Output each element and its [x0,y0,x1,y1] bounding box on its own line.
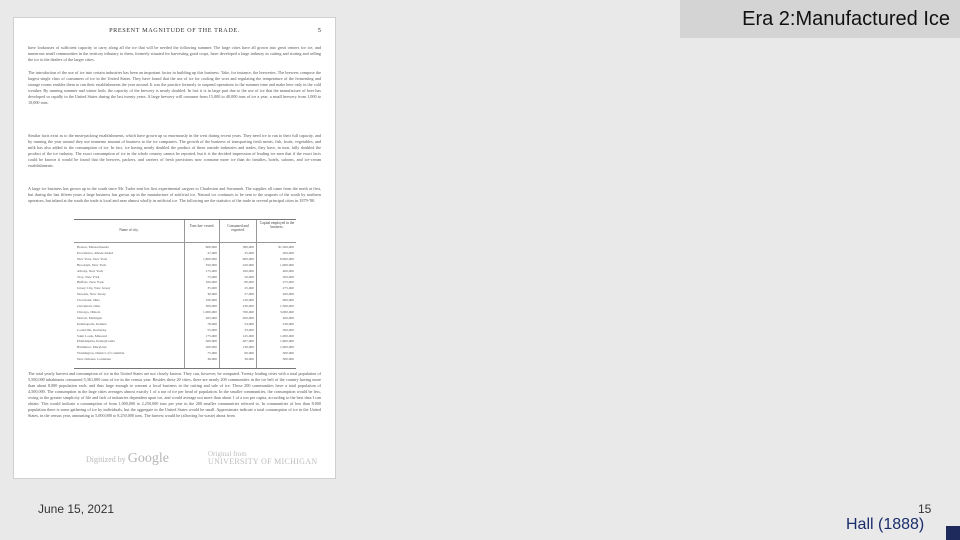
table-cell: 1,500,000 [280,304,294,308]
table-cell: 100,000 [205,280,217,285]
slide-page-number: 15 [918,502,932,516]
table-cell: 300,000 [282,357,294,362]
table-cell: 54,000 [244,321,254,326]
scan-paragraph-1: have lookouses of sufficient capacity to carry along all the ice that will be needed the following summer. The large cities have all grown into great centers for ice, and numerous small communities in the territory tributary to them, formerly situated for harvesting good crops, have developed a large industry in cutting and storing and selling the ice to the dealers of the larger cities. [28,45,321,62]
table-cell: 1,000,000 [203,309,217,314]
table-cell: New York, New York [77,256,108,261]
table-header-consumed: Consumed and exported. [227,224,249,233]
slide-date: June 15, 2021 [38,502,115,516]
table-cell: 36,000 [207,357,217,362]
table-row [74,345,296,351]
table-cell: 230,000 [282,321,294,326]
slide-citation: Hall (1888) [846,516,925,533]
table-row [74,339,296,345]
table-header-capital: Capital employed in the business. [259,221,295,230]
table-cell: 8,000,000 [280,256,294,261]
table-row [74,334,296,340]
scan-paragraph-3: Similar facts exist as to the meat-packing establishments, which have grown up so enormously in the west during recent years. They need ice to run to their full capacity, and by running the year around they use immense amount of business to the ice companies. The growth of the business of transporting fresh meats, fish, fruits, vegetables, and milk has also added to the consumption of ice. In fact, ice having nearly doubled the product of these outside industries and trades, they have, in turn, fully doubled the product of the ice industry. The exact consumption of ice in the whole country cannot be reported, but it is the decided impression of leading ice men that if the exact facts could be known it would be found that the brewers, packers, and carriers of fresh provisions now consume more ice than do families, hotels, saloons, and ice-cream establishments. [28,133,321,168]
table-cell: 75,000 [207,274,217,279]
table-cell: 33,000 [244,327,254,332]
table-cell: 350,000 [205,262,217,267]
scan-header-title: PRESENT MAGNITUDE OF THE TRADE. [109,27,240,34]
table-cell: 1,800,000 [203,256,217,261]
scan-page-number: 5 [317,27,321,34]
table-cell: 160,000 [205,298,217,303]
table-row [74,257,296,263]
table-cell: 600,000 [282,298,294,303]
table-row [74,310,296,316]
table-row [74,304,296,310]
digitized-by-google-watermark [86,451,169,467]
table-cell: 80,000 [244,280,254,285]
table-cell: 55,000 [207,327,217,332]
table-header-harvested: Tons har- vested. [189,224,215,228]
table-row [74,251,296,257]
slide-title: Era 2:Manufactured Ice [742,7,950,30]
scan-paragraph-5: The total yearly harvest and consumption of ice in the United States are not closely known. They can, however, be computed. Twenty leading cities with a total population of 5,500,000 inhabitants consumed 5,361,000 tons of ice in the census year. Besides these 20 cities, there are nearly 200 communities in the ice belt of the country having more than about 8,000 population each, and thus large enough to warrant a local business in the cutting and sale of ice. These 200 communities have a total population of 4,500,000. The consumption in the large cities averages almost exactly 1 of a ton of ice per head of population. In the smaller communities, the consumption would be less, owing to the greater simplicity of life and lack of industries dependent upon ice, and would average not more than about 1 of a ton per capita, according to the best data I can obtain. This would indicate a consumption of from 1,000,000 to 2,250,000 tons per year in the 200 smaller communities referred to. In communities of less than 8,000 population there is some gathering of ice by individuals, but the aggregate in the United States would be small. Approximate indicate a total consumption of ice in the United States, in the census year, amounting to 5,000,000 to 8,250,000 tons. The harvest would be (allowing for waste) about from [28,371,321,418]
university-watermark [208,450,317,466]
table-cell: $1,500,000 [278,245,294,249]
watermark-prefix: Digitized by [86,455,126,464]
table-row [74,328,296,334]
table-cell: 600,000 [205,245,217,249]
table-row [74,275,296,281]
table-cell: 60,000 [244,351,254,356]
table-cell: 36,000 [207,292,217,297]
table-row [74,298,296,304]
table-cell: Saint Louis, Missouri [77,333,108,338]
table-cell: 1,000,000 [280,345,294,350]
table-cell: 300,000 [282,351,294,356]
table-cell: 200,000 [205,345,217,350]
table-cell: 3,000,000 [280,309,294,314]
table-cell: Philadelphia, Pennsylvania [77,339,115,344]
table-cell: Indianapolis, Indiana [77,321,107,326]
table-cell: 175,000 [205,333,217,338]
table-cell: Cleveland, Ohio [77,298,100,303]
table-cell: 35,000 [207,286,217,291]
title-box [680,0,960,38]
table-cell: 700,000 [242,309,254,314]
table-cell: 75,000 [207,351,217,356]
table-row [74,245,296,251]
table-cell: 275,000 [282,280,294,285]
table-row [74,263,296,269]
table-cell: Buffalo, New York [77,280,104,285]
table-row [74,286,296,292]
table-cell: 36,000 [244,357,254,362]
table-cell: 175,000 [205,268,217,273]
scan-page-header [14,27,335,39]
google-logo: Google [127,451,169,466]
table-cell: 78,000 [207,321,217,326]
table-cell: 200,000 [282,274,294,279]
table-cell: 407,000 [242,339,254,344]
table-cell: Newark, New Jersey [77,292,107,297]
table-cell: 47,000 [207,250,217,255]
table-cell: 275,000 [282,286,294,291]
scanned-page [13,17,336,479]
table-cell: 380,000 [242,245,254,249]
table-header-city: Name of city. [119,228,139,232]
table-cell: Detroit, Michigan [77,315,103,320]
table-cell: Troy, New York [77,274,100,279]
scan-paragraph-2: The introduction of the use of ice into certain industries has been an important factor in building up this business. Take, for instance, the breweries. The brewers compose the largest single class of consumers of ice in the United States. They have found that the use of ice for cooling the wort and regulating the temperature of the fermenting and storage rooms enables them to run their establishments the year around. It was the practice formerly to suspend operations in the summer time and make beer only in the cold weather. By running summer and winter both, the capacity of the brewery is nearly doubled. In fact it is in large part due to the use of ice that the manufacture of beer has developed so rapidly in the United States during the last twenty years. A large brewery will consume from 15,000 to 40,000 tons of ice a year, a small brewery from 1,000 to 10,000 tons. [28,70,321,105]
table-cell: 100,000 [242,268,254,273]
table-cell: 25,000 [244,286,254,291]
table-cell: 900,000 [242,256,254,261]
table-cell: 35,000 [244,250,254,255]
table-cell: 300,000 [282,327,294,332]
table-cell: 120,000 [242,298,254,303]
table-cell: Boston, Massachusetts [77,245,109,249]
table-cell: 230,000 [242,304,254,308]
table-row [74,322,296,328]
table-cell: Chicago, Illinois [77,309,101,314]
table-cell: 400,000 [282,315,294,320]
watermark-original-from: Original from [208,450,247,458]
table-row [74,357,296,363]
table-cell: 265,000 [205,315,217,320]
table-cell: 200,000 [282,250,294,255]
scan-paragraph-4: A large ice business has grown up in the south since Mr. Tudor sent his first experimental cargoes to Charleston and Savannah. The supplies all came from the north at first, but during the last fifteen years a large business has grown up in the manufacture of artificial ice. Natural ice continues to be sent to the seaports of the south by northern operators, but inland at the south the trade is local and near almost wholly in artificial ice. The following are the statistics of the trade in several principal cities in 1879-'80. [28,186,321,203]
table-cell: 220,000 [242,262,254,267]
table-cell: Washington, District of Columbia [77,351,125,356]
watermark-university: UNIVERSITY OF MICHIGAN [208,457,318,466]
table-cell: Brooklyn, New York [77,262,107,267]
table-row [74,269,296,275]
table-cell: 200,000 [282,292,294,297]
statistics-table [74,219,296,369]
table-cell: 1,000,000 [280,333,294,338]
table-cell: 1,600,000 [280,339,294,344]
accent-square [946,526,960,540]
table-cell: New Orleans, Louisiana [77,357,111,362]
table-cell: Providence, Rhode Island [77,250,114,255]
table-cell: 130,000 [242,345,254,350]
table-row [74,280,296,286]
table-cell: 50,000 [244,274,254,279]
table-row [74,316,296,322]
table-cell: 27,000 [244,292,254,297]
table-cell: Albany, New York [77,268,104,273]
table-header-rule [74,242,296,243]
table-cell: Baltimore, Maryland [77,345,107,350]
table-cell: Louisville, Kentucky [77,327,107,332]
table-cell: Jersey City, New Jersey [77,286,111,291]
table-cell: 145,000 [242,333,254,338]
table-cell: Cincinnati, Ohio [77,304,101,308]
table-row [74,351,296,357]
table-cell: 300,000 [205,304,217,308]
table-row [74,292,296,298]
table-cell: 400,000 [282,268,294,273]
table-cell: 500,000 [205,339,217,344]
table-cell: 200,000 [242,315,254,320]
table-cell: 1,000,000 [280,262,294,267]
